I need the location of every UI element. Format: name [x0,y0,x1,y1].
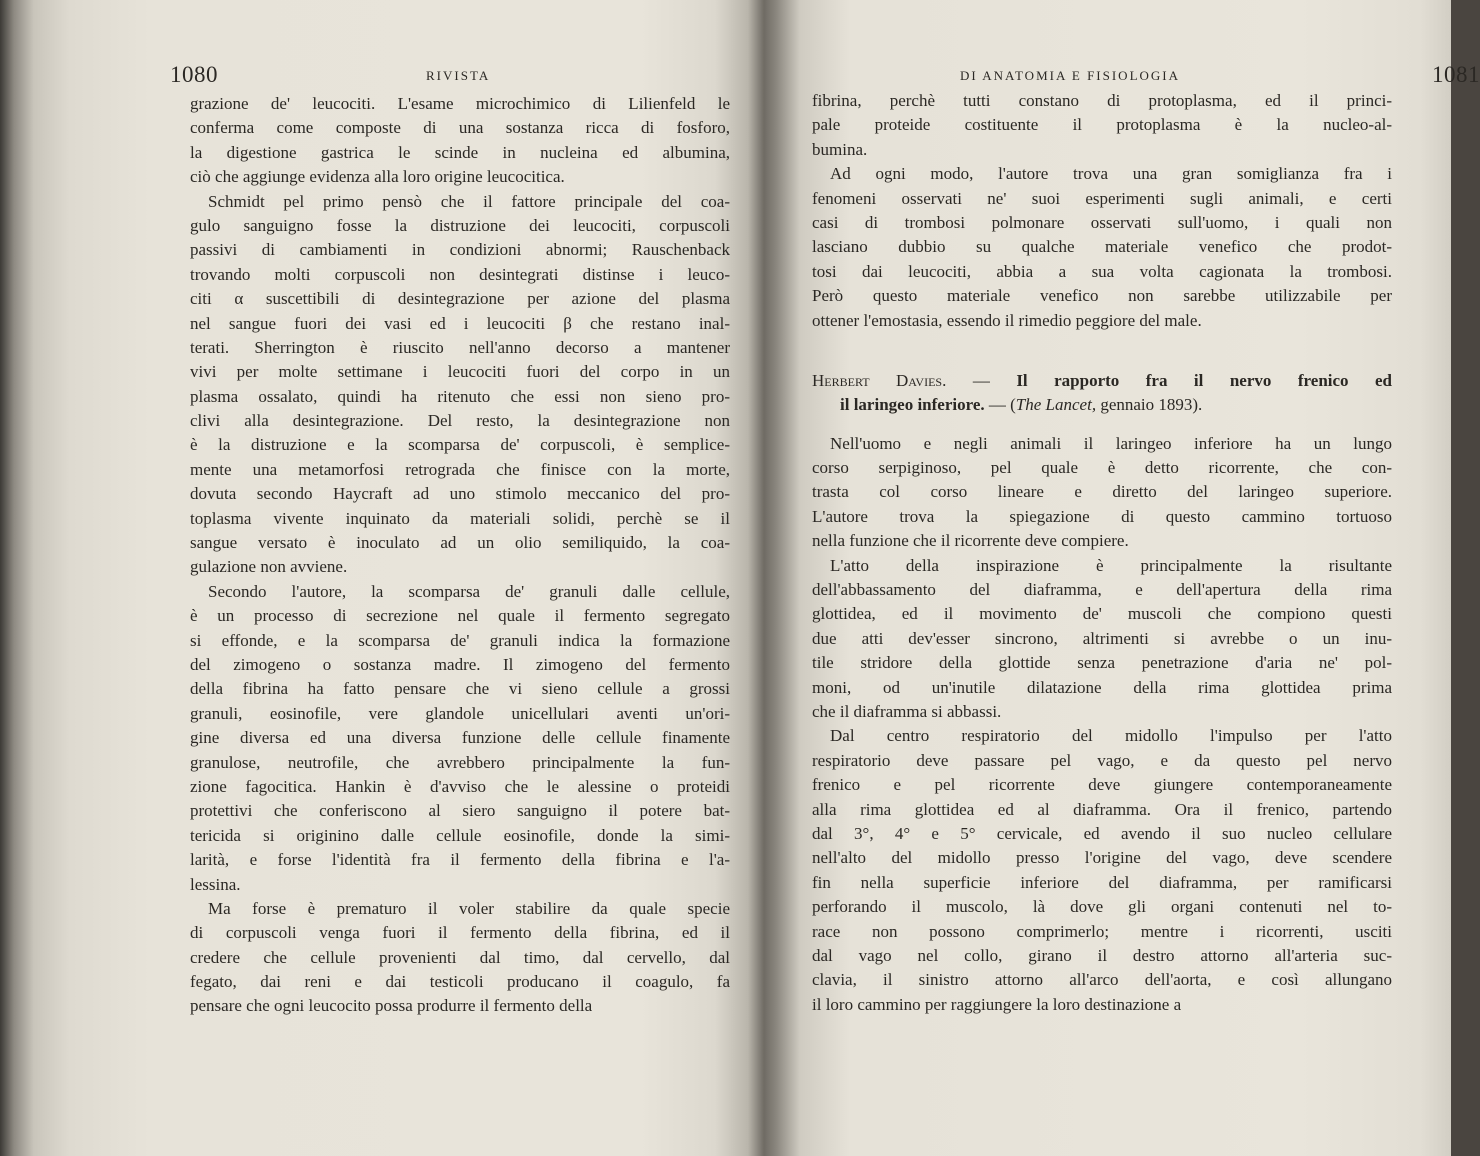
heading-gap [812,418,1392,432]
text-line: fegato, dai reni e dai testicoli producano il coagulo, fa [190,972,730,992]
text-line: frenico e pel ricorrente deve giungere contemporaneamente [812,775,1392,795]
text-line: toplasma vivente inquinato da materiali solidi, perchè se il [190,508,730,528]
text-line: clivi alla desintegrazione. Del resto, la desintegrazione non [190,411,730,431]
text-line: pale proteide costituente il protoplasma è la nucleo-al- [812,115,1392,135]
text-line: gulo sanguigno fosse la distruzione dei leucociti, corpuscoli [190,215,730,235]
text-line: tile stridore della glottide senza penetrazione d'aria ne' pol- [812,653,1392,673]
left-page-number: 1080 [170,62,218,87]
text-line: grazione de' leucociti. L'esame microchimico di Lilienfeld le [190,94,730,113]
text-line: clavia, il sinistro attorno all'arco dell'aorta, e così allungano [812,970,1392,990]
text-line: Ma forse è prematuro il voler stabilire da quale specie [208,898,730,918]
right-text-before [812,89,1392,333]
text-line: perforando il muscolo, là dove gli organi contenuti nel to- [812,897,1392,917]
text-line: trasta col corso lineare e diretto del laringeo superiore. [812,482,1392,502]
right-page [770,0,1480,1156]
text-line: dal 3°, 4° e 5° cervicale, ed avendo il suo nucleo cellulare [812,823,1392,843]
text-line: Nell'uomo e negli animali il laringeo inferiore ha un lungo [830,433,1392,453]
text-line: nel sangue fuori dei vasi ed i leucociti β che restano inal- [190,313,730,333]
text-line: dal vago nel collo, girano il destro attorno all'arteria suc- [812,945,1392,965]
heading-line-1 [812,369,1392,393]
text-line: Dal centro respiratorio del midollo l'impulso per l'atto [830,726,1392,746]
text-line: larità, e forse l'identità fra il fermento della fibrina e l'a- [190,850,730,870]
text-line: pensare che ogni leucocito possa produrre il fermento della [190,996,593,1016]
text-line: vivi per molte settimane i leucociti fuori del corpo in un [190,362,730,382]
text-line: dell'abbassamento del diaframma, e dell'apertura della rima [812,580,1392,600]
left-body-text [190,92,730,1019]
text-line: ottener l'emostasia, essendo il rimedio peggiore del male. [812,310,1202,330]
article-author: Herbert Davies. [812,370,947,390]
text-line: è la distruzione e la scomparsa de' corpuscoli, è semplice- [190,435,730,455]
text-line: credere che cellule provenienti dal timo, dal cervello, dal [190,947,730,967]
text-line: zione fagocitica. Hankin è d'avviso che le alessine o proteidi [190,776,730,796]
text-line: ciò che aggiunge evidenza alla loro origine leucocitica. [190,167,565,187]
article-source: The Lancet, [1015,395,1097,415]
text-line: tosi dai leucociti, abbia a sua volta cagionata la trombosi. [812,261,1392,281]
text-line: mente una metamorfosi retrograda che finisce con la morte, [190,459,730,479]
text-line: granulose, neutrofile, che avrebbero principalmente la fun- [190,752,730,772]
text-line: tericida si originino dalle cellule eosinofile, donde la simi- [190,825,730,845]
text-line: Schmidt pel primo pensò che il fattore principale del coa- [208,191,730,211]
text-line: conferma come composte di una sostanza ricca di fosforo, [190,118,730,138]
text-line: lessina. [190,874,241,894]
text-line: dovuta secondo Haycraft ad uno stimolo meccanico del pro- [190,484,730,504]
article-title-part1: Il rapporto fra il nervo frenico ed [1016,370,1393,390]
text-line: respiratorio deve passare pel vago, e da questo pel nervo [812,750,1392,770]
text-line: moni, od un'inutile dilatazione della rima glottidea prima [812,677,1392,697]
text-line: fibrina, perchè tutti constano di protoplasma, ed il princi- [812,91,1392,110]
text-line: fin nella superficie inferiore del diaframma, per ramificarsi [812,872,1392,892]
text-line: gine diversa ed una diversa funzione delle cellule finamente [190,728,730,748]
heading-dash-2: — [988,395,1006,415]
text-line: casi di trombosi polmonare osservati sull'uomo, i quali non [812,212,1392,232]
text-line: alla rima glottidea ed al diaframma. Ora il frenico, partendo [812,799,1392,819]
heading-line-2: il laringeo inferiore. — (The Lancet, gennaio 1893). [840,395,1203,415]
heading-dash-1: — [972,370,990,390]
article-date: gennaio 1893). [1100,395,1203,415]
text-line: sangue versato è inoculato ad un olio semiliquido, la coa- [190,533,730,553]
text-line: Ad ogni modo, l'autore trova una gran somiglianza fra i [830,164,1392,184]
text-line: race non possono comprimerlo; mentre i ricorrenti, usciti [812,921,1392,941]
text-line: granuli, eosinofile, vere glandole unicellulari aventi un'ori- [190,703,730,723]
right-running-head [960,62,1480,92]
text-line: terati. Sherrington è riuscito nell'anno decorso a mantener [190,337,730,357]
text-line: fenomeni osservati ne' suoi esperimenti sugli animali, e certi [812,188,1392,208]
text-line: è un processo di secrezione nel quale il fermento segregato [190,606,730,626]
section-gap [812,333,1392,369]
text-line: che il diaframma si abbassi. [812,701,1002,721]
text-line: nella funzione che il ricorrente deve compiere. [812,531,1129,551]
text-line: gulazione non avviene. [190,557,348,577]
article-heading [812,369,1392,418]
article-title-part2: il laringeo inferiore. [840,395,985,415]
text-line: si effonde, e la scomparsa de' granuli indica la formazione [190,630,730,650]
text-line: nell'alto del midollo presso l'origine del vago, deve scendere [812,848,1392,868]
text-line: plasma ossalato, quindi ha ritenuto che essi non sieno pro- [190,386,730,406]
text-line: della fibrina ha fatto pensare che vi sieno cellule a grossi [190,679,730,699]
text-line: corso serpiginoso, pel quale è detto ricorrente, che con- [812,458,1392,478]
text-line: del zimogeno o sostanza madre. Il zimogeno del fermento [190,654,730,674]
right-page-number: 1081 [1432,62,1480,87]
right-body-text [812,89,1392,1017]
text-line: L'atto della inspirazione è principalmente la risultante [830,555,1392,575]
right-text-after [812,432,1392,1017]
text-line: Secondo l'autore, la scomparsa de' granuli dalle cellule, [208,581,730,601]
text-line: protettivi che conferiscono al siero sanguigno il potere bat- [190,801,730,821]
right-running-title: DI ANATOMIA E FISIOLOGIA [960,68,1181,83]
text-line: bumina. [812,139,868,159]
text-line: lasciano dubbio su qualche materiale venefico che prodot- [812,237,1392,257]
text-line: L'autore trova la spiegazione di questo cammino tortuoso [812,506,1392,526]
text-line: citi α suscettibili di desintegrazione per azione del plasma [190,289,730,309]
text-line: la digestione gastrica le scinde in nucleina ed albumina, [190,142,730,162]
text-line: glottidea, ed il movimento de' muscoli che compiono questi [812,604,1392,624]
text-line: di corpuscoli venga fuori il fermento della fibrina, ed il [190,923,730,943]
text-line: il loro cammino per raggiungere la loro destinazione a [812,994,1182,1014]
left-running-head [170,62,730,92]
text-line: trovando molti corpuscoli non desintegrati distinse i leuco- [190,264,730,284]
text-line: due atti dev'esser sincrono, altrimenti si avrebbe o un inu- [812,628,1392,648]
text-line: Però questo materiale venefico non sarebbe utilizzabile per [812,286,1392,306]
text-line: passivi di cambiamenti in condizioni abnormi; Rauschenback [190,240,730,260]
left-running-title: RIVISTA [426,68,491,83]
